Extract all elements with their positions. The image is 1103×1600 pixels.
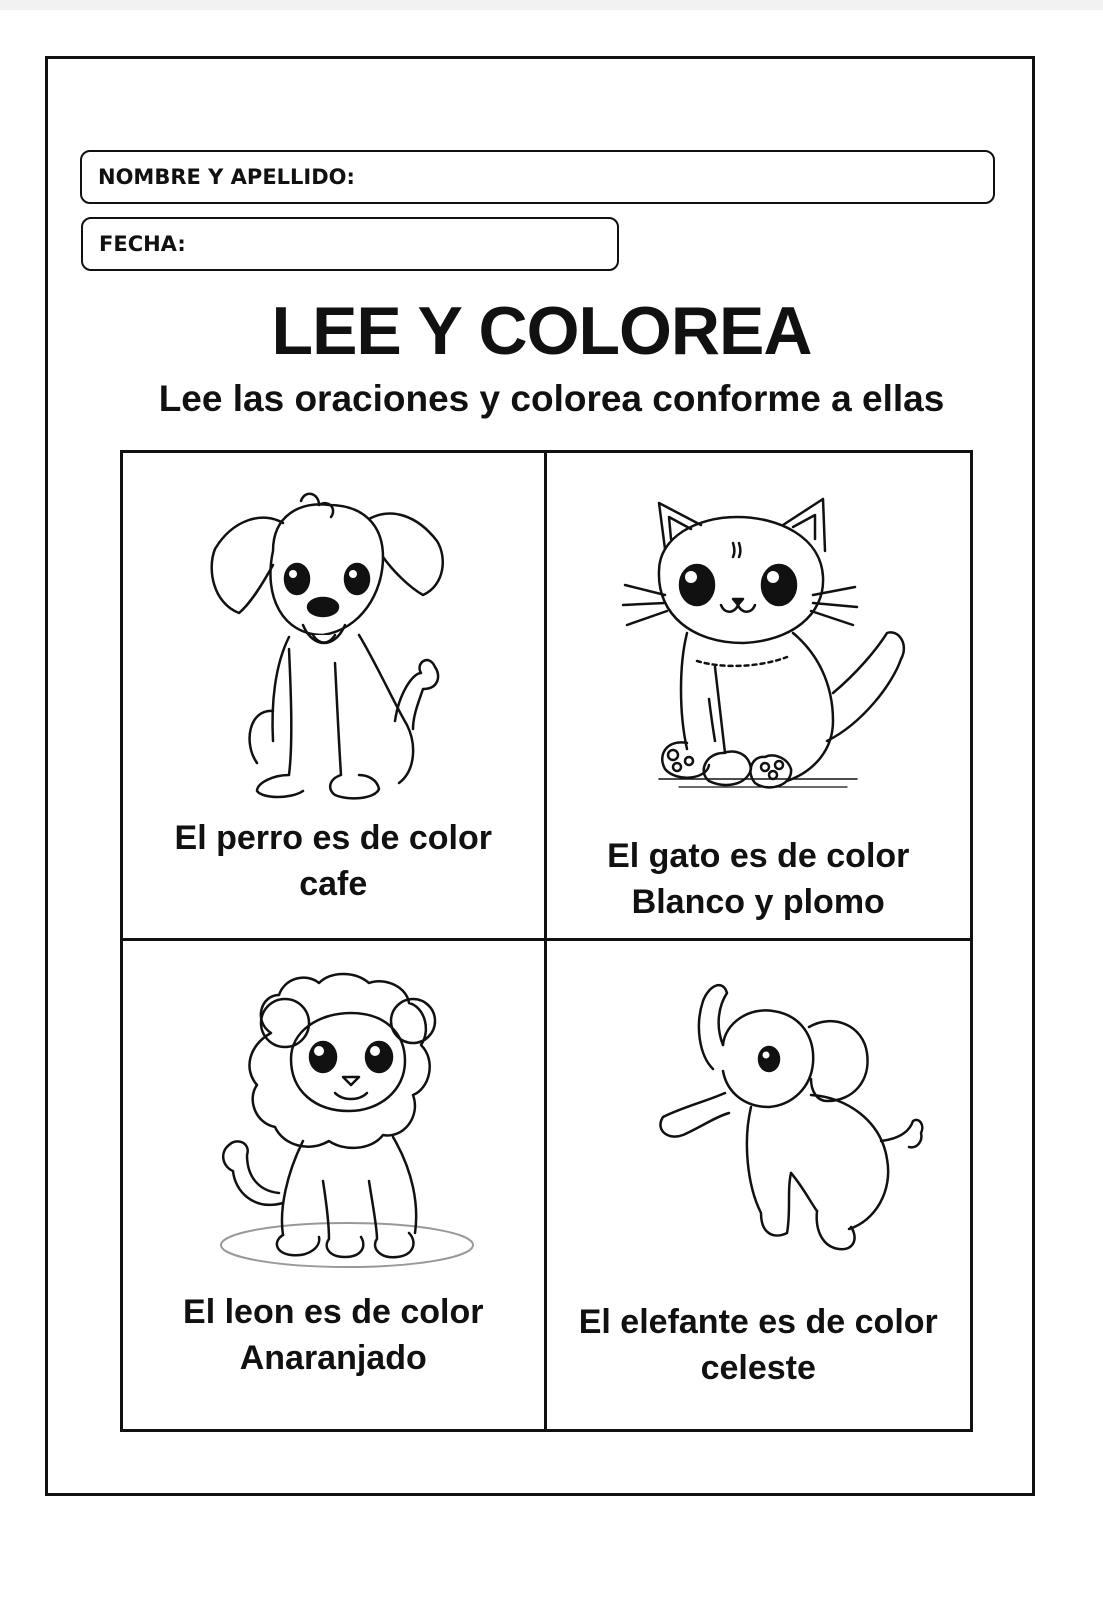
name-field[interactable]: [80, 150, 995, 204]
caption-cat-line1: El gato es de color: [607, 837, 910, 875]
card-dog: [123, 453, 547, 941]
card-cat: [547, 453, 971, 941]
caption-cat: [547, 833, 971, 925]
caption-elephant: [547, 1299, 971, 1391]
caption-elephant-line2: celeste: [700, 1349, 816, 1387]
activity-grid: [120, 450, 973, 1432]
page-title: LEE Y COLOREA: [271, 293, 812, 369]
top-strip: [0, 0, 1103, 10]
page-subtitle: Lee las oraciones y colorea conforme a ellas: [158, 378, 945, 419]
date-field[interactable]: [81, 217, 619, 271]
card-elephant: [547, 941, 971, 1429]
caption-lion-line2: Anaranjado: [239, 1339, 427, 1377]
caption-lion-line1: El leon es de color: [183, 1293, 484, 1331]
caption-dog-line2: cafe: [299, 865, 368, 903]
caption-dog-line1: El perro es de color: [174, 819, 492, 857]
date-field-label: FECHA:: [99, 232, 186, 256]
caption-elephant-line1: El elefante es de color: [578, 1303, 938, 1341]
caption-dog: [123, 815, 544, 907]
name-field-label: NOMBRE Y APELLIDO:: [98, 165, 355, 189]
caption-cat-line2: Blanco y plomo: [631, 883, 885, 921]
caption-lion: [123, 1289, 544, 1381]
card-lion: [123, 941, 547, 1429]
